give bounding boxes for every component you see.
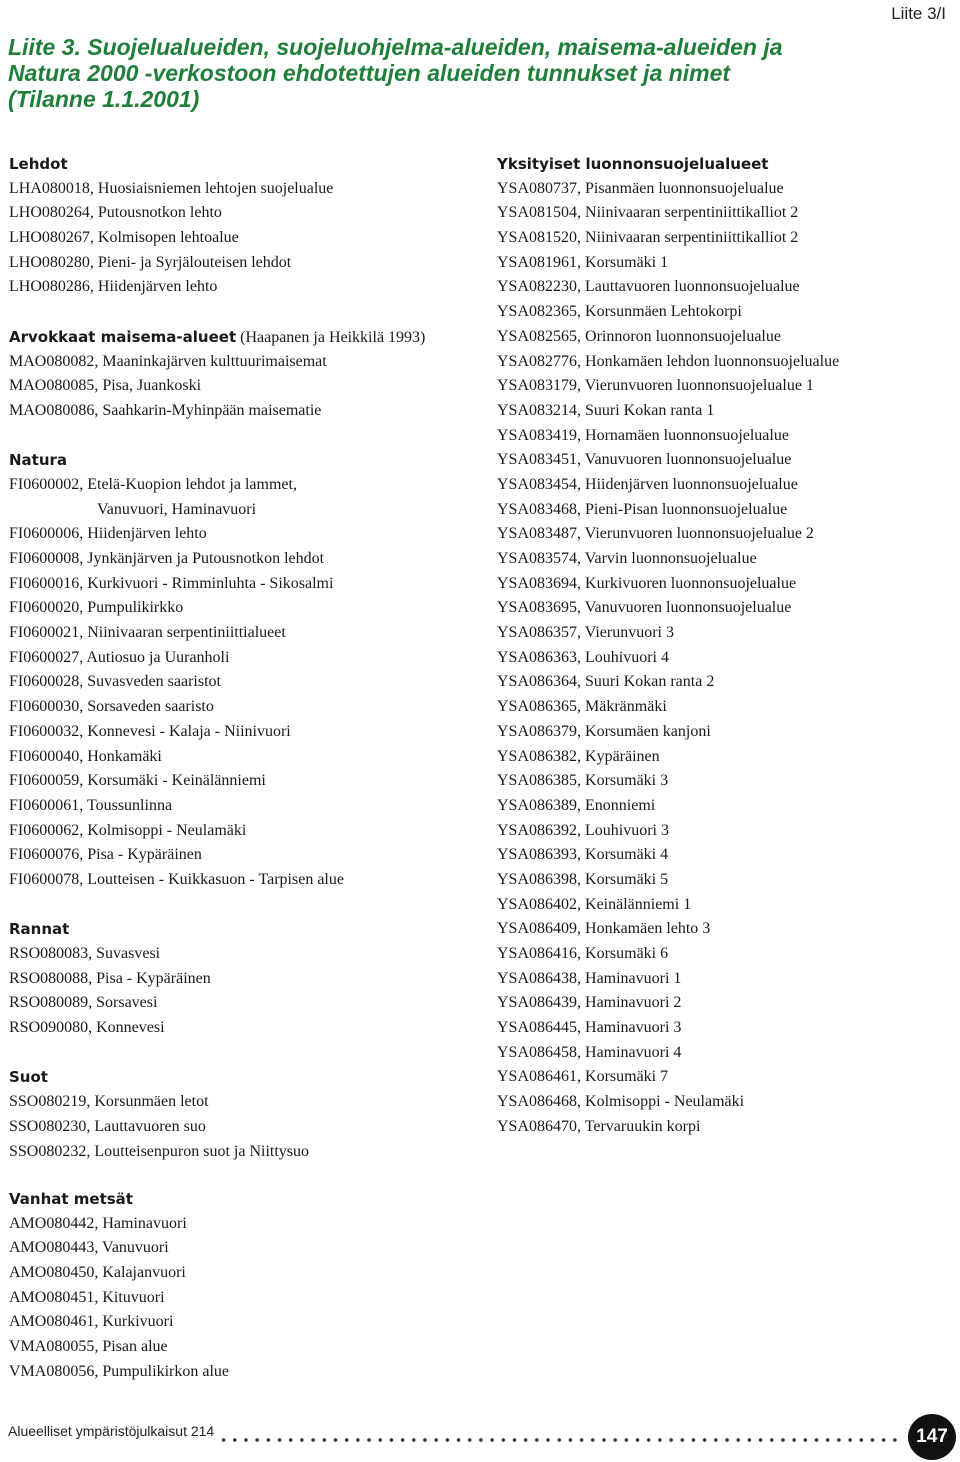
list-item-yksityiset: YSA083451, Vanuvuoren luonnonsuojelualue	[497, 451, 792, 469]
list-item-lehdot: LHA080018, Huosiaisniemen lehtojen suojelualue	[9, 179, 334, 197]
list-item-yksityiset: YSA086445, Haminavuori 3	[497, 1019, 682, 1037]
section-natura	[9, 448, 479, 892]
list-item-yksityiset: YSA081504, Niinivaaran serpentiniittikalliot 2	[497, 204, 799, 222]
section-heading-rannat: Rannat	[9, 920, 70, 939]
list-item-natura: FI0600021, Niinivaaran serpentiniittialueet	[9, 624, 286, 642]
list-item-yksityiset: YSA086382, Kypäräinen	[497, 747, 660, 765]
list-item-vanhat-metsat: AMO080451, Kituvuori	[9, 1288, 165, 1306]
list-item-yksityiset: YSA086357, Vierunvuori 3	[497, 624, 674, 642]
list-item-yksityiset: YSA086468, Kolmisoppi - Neulamäki	[497, 1093, 745, 1111]
left-column	[9, 152, 479, 1189]
list-item-yksityiset: YSA082776, Honkamäen lehdon luonnonsuojelualue	[497, 352, 840, 370]
list-item-natura: FI0600027, Autiosuo ja Uuranholi	[9, 648, 230, 666]
list-item-vanhat-metsat: VMA080056, Pumpulikirkon alue	[9, 1362, 229, 1380]
list-item-vanhat-metsat: AMO080443, Vanuvuori	[9, 1239, 169, 1257]
title-line-3: (Tilanne 1.1.2001)	[8, 86, 200, 112]
list-item-natura: FI0600078, Loutteisen - Kuikkasuon - Tarpisen alue	[9, 870, 344, 888]
page-title	[8, 34, 808, 112]
list-item-natura: FI0600016, Kurkivuori - Rimminluhta - Sikosalmi	[9, 574, 334, 592]
list-item-yksityiset: YSA086385, Korsumäki 3	[497, 772, 669, 790]
list-item-vanhat-metsat: AMO080442, Haminavuori	[9, 1214, 187, 1232]
list-item-suot: SSO080219, Korsunmäen letot	[9, 1093, 209, 1111]
footer-publication-name: Alueelliset ympäristöjulkaisut 214	[8, 1423, 215, 1439]
list-item-yksityiset: YSA086458, Haminavuori 4	[497, 1043, 682, 1061]
list-item-natura: FI0600059, Korsumäki - Keinälänniemi	[9, 772, 266, 790]
list-item-maisema: MAO080082, Maaninkajärven kulttuurimaisemat	[9, 352, 327, 370]
section-heading-suot: Suot	[9, 1068, 48, 1087]
page-number-badge: 147	[908, 1414, 956, 1460]
section-heading-maisema	[9, 325, 479, 350]
section-heading-vanhat-metsat: Vanhat metsät	[9, 1190, 133, 1208]
list-item-lehdot: LHO080280, Pieni- ja Syrjälouteisen lehdot	[9, 253, 292, 271]
list-item-lehdot: LHO080286, Hiidenjärven lehto	[9, 278, 218, 296]
list-item-maisema: MAO080085, Pisa, Juankoski	[9, 377, 202, 395]
list-item-yksityiset: YSA086365, Mäkränmäki	[497, 698, 667, 716]
section-rannat	[9, 917, 479, 1040]
list-item-lehdot: LHO080267, Kolmisopen lehtoalue	[9, 229, 239, 247]
title-line-1: Liite 3. Suojelualueiden, suojeluohjelma-alueiden, maisema-alueiden ja	[8, 34, 783, 60]
list-item-rannat: RSO080088, Pisa - Kypäräinen	[9, 969, 211, 987]
section-yksityiset	[497, 152, 952, 1140]
list-item-yksityiset: YSA086363, Louhivuori 4	[497, 648, 669, 666]
list-item-rannat: RSO090080, Konnevesi	[9, 1019, 165, 1037]
list-item-yksityiset: YSA083487, Vierunvuoren luonnonsuojelualue 2	[497, 525, 814, 543]
list-item-yksityiset: YSA083454, Hiidenjärven luonnonsuojelualue	[497, 475, 798, 493]
list-item-natura: FI0600030, Sorsaveden saaristo	[9, 698, 214, 716]
section-heading-lehdot: Lehdot	[9, 155, 68, 173]
list-item-yksityiset: YSA080737, Pisanmäen luonnonsuojelualue	[497, 179, 784, 197]
appendix-page-tag: Liite 3/I	[891, 4, 946, 23]
list-item-natura: FI0600061, Toussunlinna	[9, 796, 173, 814]
section-heading-yksityiset: Yksityiset luonnonsuojelualueet	[497, 155, 769, 173]
list-item-yksityiset: YSA083214, Suuri Kokan ranta 1	[497, 401, 715, 419]
section-heading-maisema-note: (Haapanen ja Heikkilä 1993)	[236, 328, 426, 346]
list-item-maisema: MAO080086, Saahkarin-Myhinpään maisematie	[9, 401, 322, 419]
list-item-suot: SSO080230, Lauttavuoren suo	[9, 1117, 206, 1135]
list-item-yksityiset: YSA081961, Korsumäki 1	[497, 253, 669, 271]
list-item-vanhat-metsat: AMO080450, Kalajanvuori	[9, 1264, 186, 1282]
list-item-yksityiset: YSA086416, Korsumäki 6	[497, 945, 669, 962]
list-item-yksityiset: YSA086409, Honkamäen lehto 3	[497, 920, 711, 938]
list-item-natura: FI0600076, Pisa - Kypäräinen	[9, 846, 202, 864]
list-item-rannat: RSO080083, Suvasvesi	[9, 945, 161, 962]
list-item-natura: FI0600032, Konnevesi - Kalaja - Niinivuori	[9, 722, 291, 740]
list-item-suot: SSO080232, Loutteisenpuron suot ja Niittysuo	[9, 1142, 309, 1160]
list-item-natura-continuation: Vanuvuori, Haminavuori	[97, 500, 257, 518]
list-item-rannat: RSO080089, Sorsavesi	[9, 994, 158, 1012]
list-item-yksityiset: YSA083695, Vanuvuoren luonnonsuojelualue	[497, 599, 792, 617]
list-item-yksityiset: YSA086461, Korsumäki 7	[497, 1068, 669, 1086]
list-item-yksityiset: YSA086470, Tervaruukin korpi	[497, 1117, 701, 1135]
footer-dotted-rule	[218, 1437, 903, 1443]
right-column	[497, 152, 952, 1164]
list-item-natura: FI0600062, Kolmisoppi - Neulamäki	[9, 821, 247, 839]
title-line-2: Natura 2000 -verkostoon ehdotettujen alueiden tunnukset ja nimet	[8, 60, 731, 86]
list-item-vanhat-metsat: VMA080055, Pisan alue	[9, 1338, 168, 1356]
list-item-natura: FI0600002, Etelä-Kuopion lehdot ja lammet,	[9, 475, 297, 493]
section-maisema-alueet	[9, 325, 479, 424]
list-item-yksityiset: YSA083179, Vierunvuoren luonnonsuojelualue 1	[497, 377, 814, 395]
list-item-natura: FI0600020, Pumpulikirkko	[9, 599, 184, 617]
section-heading-maisema-title: Arvokkaat maisema-alueet	[9, 327, 237, 346]
list-item-yksityiset: YSA082230, Lauttavuoren luonnonsuojelualue	[497, 278, 800, 296]
list-item-natura: FI0600008, Jynkänjärven ja Putousnotkon lehdot	[9, 550, 325, 567]
list-item-yksityiset: YSA083694, Kurkivuoren luonnonsuojelualue	[497, 574, 797, 592]
section-lehdot	[9, 152, 479, 300]
list-item-natura: FI0600040, Honkamäki	[9, 747, 162, 765]
list-item-yksityiset: YSA086392, Louhivuori 3	[497, 821, 669, 839]
list-item-yksityiset: YSA082565, Orinnoron luonnonsuojelualue	[497, 327, 781, 345]
list-item-yksityiset: YSA083574, Varvin luonnonsuojelualue	[497, 550, 757, 567]
list-item-yksityiset: YSA083419, Hornamäen luonnonsuojelualue	[497, 426, 789, 444]
section-vanhat-metsat	[9, 1187, 229, 1385]
list-item-yksityiset: YSA086398, Korsumäki 5	[497, 870, 669, 888]
list-item-vanhat-metsat: AMO080461, Kurkivuori	[9, 1313, 174, 1331]
list-item-yksityiset: YSA086364, Suuri Kokan ranta 2	[497, 673, 715, 691]
list-item-yksityiset: YSA081520, Niinivaaran serpentiniittikalliot 2	[497, 229, 799, 247]
list-item-yksityiset: YSA086389, Enonniemi	[497, 796, 656, 814]
section-heading-natura: Natura	[9, 451, 68, 470]
list-item-yksityiset: YSA086379, Korsumäen kanjoni	[497, 722, 711, 740]
list-item-yksityiset: YSA086438, Haminavuori 1	[497, 969, 682, 987]
list-item-natura: FI0600006, Hiidenjärven lehto	[9, 525, 207, 543]
list-item-lehdot: LHO080264, Putousnotkon lehto	[9, 204, 222, 222]
list-item-yksityiset: YSA086439, Haminavuori 2	[497, 994, 682, 1012]
list-item-yksityiset: YSA082365, Korsunmäen Lehtokorpi	[497, 303, 742, 321]
list-item-yksityiset: YSA083468, Pieni-Pisan luonnonsuojelualue	[497, 500, 788, 518]
section-suot	[9, 1065, 479, 1164]
list-item-natura: FI0600028, Suvasveden saaristot	[9, 673, 221, 691]
list-item-yksityiset: YSA086402, Keinälänniemi 1	[497, 895, 692, 913]
list-item-yksityiset: YSA086393, Korsumäki 4	[497, 846, 669, 864]
